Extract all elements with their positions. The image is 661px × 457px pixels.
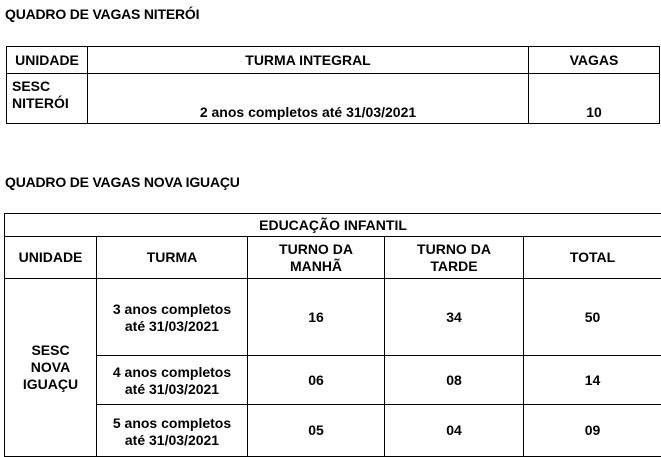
unidade-line: SESC [5,342,96,359]
nova-iguacu-heading: QUADRO DE VAGAS NOVA IGUAÇU [5,174,240,190]
table-header-row [7,47,660,74]
unidade-line: NOVA [5,359,96,376]
turma-cell [97,356,248,405]
header-vagas: VAGAS [529,47,660,74]
table-row [5,279,661,356]
total-cell: 09 [524,405,661,457]
turma-cell [97,405,248,457]
header-turno-manha [248,237,385,279]
turma-line: 4 anos completos [97,364,247,381]
turma-line: até 31/03/2021 [97,381,247,398]
manha-cell: 05 [248,405,385,457]
unidade-line: SESC [12,78,87,95]
vagas-cell: 10 [529,74,660,124]
table-row [5,405,661,457]
header-unidade: UNIDADE [5,237,97,279]
unidade-line: NITERÓI [12,95,87,112]
header-total: TOTAL [524,237,661,279]
tarde-cell: 04 [385,405,524,457]
tarde-cell: 34 [385,279,524,356]
turma-line: até 31/03/2021 [97,318,247,335]
unidade-cell [5,279,97,457]
header-line: TURNO DA [248,241,384,258]
manha-cell: 06 [248,356,385,405]
turma-line: até 31/03/2021 [97,432,247,449]
header-line: TARDE [385,258,523,275]
tarde-cell: 08 [385,356,524,405]
total-cell: 50 [524,279,661,356]
total-cell: 14 [524,356,661,405]
manha-cell: 16 [248,279,385,356]
header-turma-integral: TURMA INTEGRAL [88,47,529,74]
header-line: MANHÃ [248,258,384,275]
header-line: TURNO DA [385,241,523,258]
niteroi-vacancy-table [6,46,660,124]
header-unidade: UNIDADE [7,47,88,74]
turma-cell: 2 anos completos até 31/03/2021 [88,74,529,124]
niteroi-heading: QUADRO DE VAGAS NITERÓI [5,6,199,22]
section-title: EDUCAÇÃO INFANTIL [5,214,661,237]
turma-line: 3 anos completos [97,301,247,318]
unidade-line: IGUAÇU [5,376,96,393]
header-turma: TURMA [97,237,248,279]
section-title-row [5,214,661,237]
turma-line: 5 anos completos [97,415,247,432]
nova-iguacu-vacancy-table [4,213,661,457]
table-header-row [5,237,661,279]
table-row [5,356,661,405]
table-row [7,74,660,124]
turma-cell [97,279,248,356]
header-turno-tarde [385,237,524,279]
unidade-cell [7,74,88,124]
